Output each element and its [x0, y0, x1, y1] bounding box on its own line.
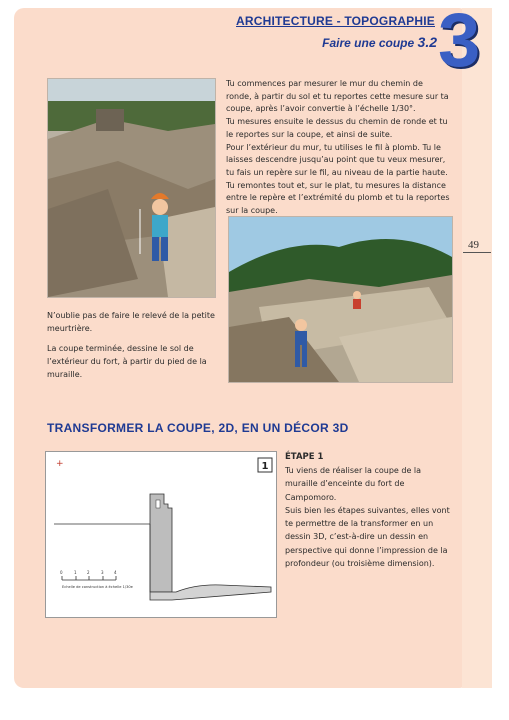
intro-paragraph: Tu mesures ensuite le dessus du chemin de ronde et tu le reportes sur la coupe, et ainsi de suite. — [226, 117, 448, 139]
intro-paragraph: Tu commences par mesurer le mur du chemin de ronde, à partir du sol et tu reportes cette mesure sur ta coupe, après l’avoir convertie à l’échelle 1/30°. — [226, 79, 449, 114]
step-paragraph: Suis bien les étapes suivantes, elles vont te permettre de la transformer en un dessin 3D, c’est-à-dire un dessin en perspective qui donne l’impression de la profondeur (ou troisième dimension). — [285, 505, 450, 569]
scale-tick-label: 4 — [114, 570, 117, 575]
left-notes — [47, 310, 215, 382]
cross-section-diagram — [45, 451, 277, 618]
scale-tick-label: 3 — [101, 570, 104, 575]
scale-label: Echelle de construction à échelle 1/30e — [62, 585, 133, 589]
section-title: TRANSFORMER LA COUPE, 2D, EN UN DÉCOR 3D — [47, 421, 349, 435]
scale-tick-label: 1 — [74, 570, 77, 575]
crosshair-mark: + — [56, 459, 64, 469]
photo-plumb-line — [228, 216, 453, 383]
header-subtitle-text: Faire une coupe — [322, 36, 415, 50]
wall-section — [150, 494, 172, 592]
step-paragraph: Tu viens de réaliser la coupe de la muraille d’enceinte du fort de Campomoro. — [285, 466, 422, 502]
note-paragraph: N’oublie pas de faire le relevé de la petite meurtrière. — [47, 311, 215, 333]
page-number: 49 — [468, 239, 479, 251]
page-number-rule — [463, 252, 491, 253]
note-paragraph: La coupe terminée, dessine le sol de l’extérieur du fort, à partir du pied de la muraille. — [47, 344, 207, 379]
diagram-badge: 1 — [261, 461, 269, 472]
margin-strip — [462, 8, 492, 688]
header-subtitle — [322, 34, 437, 50]
header-title: ARCHITECTURE - TOPOGRAPHIE — [236, 14, 435, 28]
photo-measuring-wall — [47, 78, 216, 298]
step-text — [285, 464, 450, 570]
step-title: ÉTAPE 1 — [285, 452, 324, 462]
chapter-number: 3 — [438, 0, 481, 83]
scale-tick-label: 2 — [87, 570, 90, 575]
scale-tick-label: 0 — [60, 570, 63, 575]
loophole — [156, 500, 160, 508]
intro-text — [226, 78, 451, 218]
header-subtitle-number: 3.2 — [417, 34, 437, 50]
intro-paragraph: Pour l’extérieur du mur, tu utilises le fil à plomb. Tu le laisses descendre jusqu’au point que tu veux mesurer, tu fais un repère sur le fil, au niveau de la partie haute. Tu remontes tout et, sur le plat, tu mesures la distance entre le repère et l’extrémité du plomb et tu la reportes sur la coupe. — [226, 142, 450, 216]
